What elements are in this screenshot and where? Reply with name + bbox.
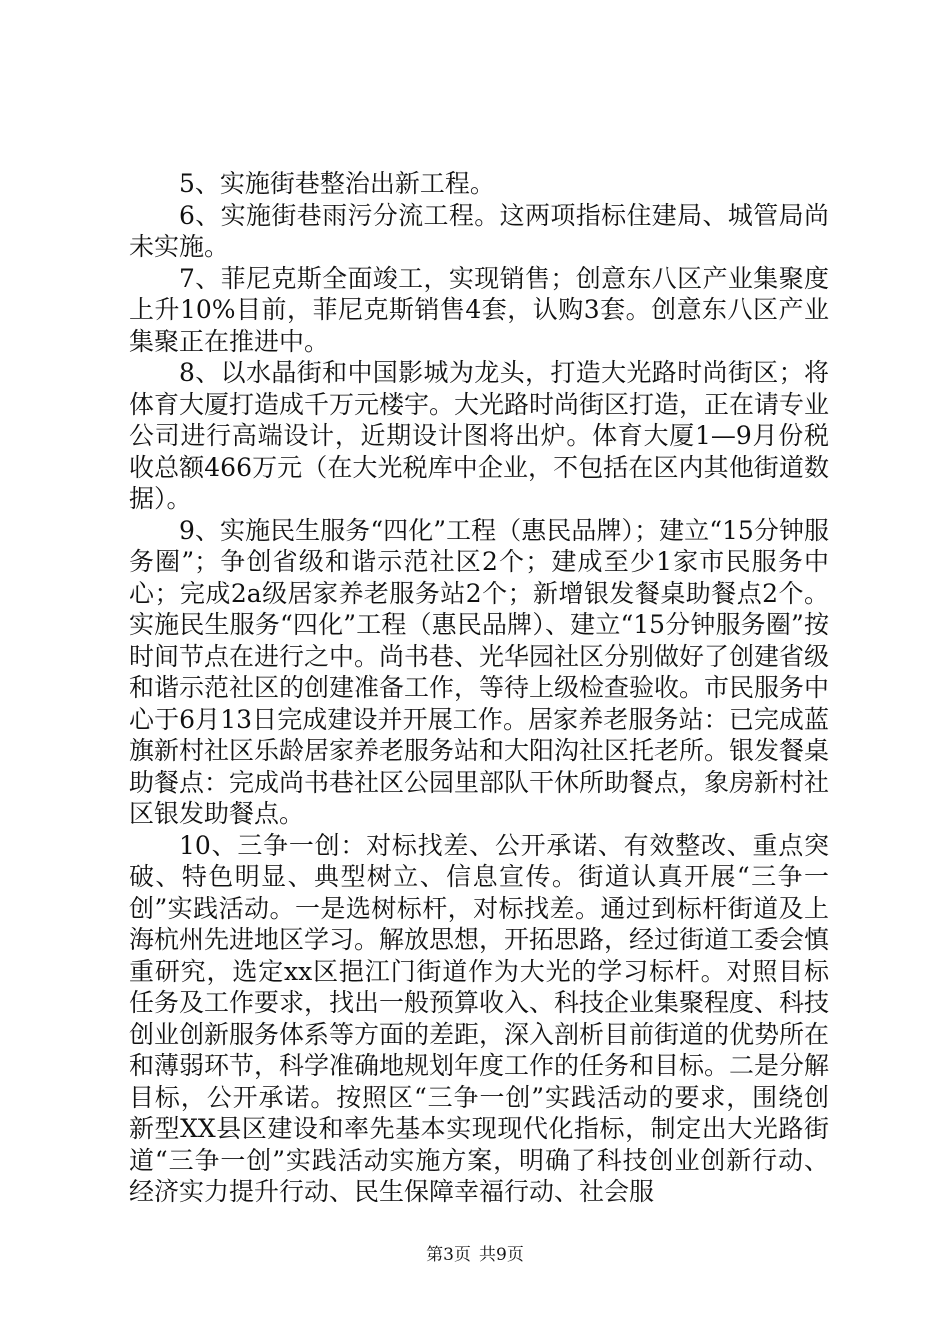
page-total: 共9页 [479, 1245, 524, 1265]
paragraph-item-6: 6、实施街巷雨污分流工程。这两项指标住建局、城管局尚未实施。 [129, 200, 829, 261]
paragraph-item-5: 5、实施街巷整治出新工程。 [179, 169, 495, 198]
page-footer [0, 1240, 950, 1265]
page-number: 第3页 [426, 1245, 471, 1265]
paragraph-item-10: 10、三争一创：对标找差、公开承诺、有效整改、重点突破、特色明显、典型树立、信息宣传。街道认真开展“三争一创”实践活动。一是选树标杆，对标找差。通过到标杆街道及上海杭州先进地区学习。解放思想，开拓思路，经过街道工委会慎重研究，选定xx区挹江门街道作为大光的学习标杆。对照目标任务及工作要求，找出一般预算收入、科技企业集聚程度、科技创业创新服务体系等方面的差距，深入剖析目前街道的优势所在和薄弱环节，科学准确地规划年度工作的任务和目标。二是分解目标，公开承诺。按照区“三争一创”实践活动的要求，围绕创新型XX县区建设和率先基本实现现代化指标，制定出大光路街道“三争一创”实践活动实施方案，明确了科技创业创新行动、经济实力提升行动、民生保障幸福行动、社会服 [129, 830, 830, 1206]
document-body [129, 168, 829, 1208]
paragraph-item-9: 9、实施民生服务“四化”工程（惠民品牌）；建立“15分钟服务圈”；争创省级和谐示范社区2个；建成至少1家市民服务中心；完成2a级居家养老服务站2个；新增银发餐桌助餐点2个。实施民生服务“四化”工程（惠民品牌）、建立“15分钟服务圈”按时间节点在进行之中。尚书巷、光华园社区分别做好了创建省级和谐示范社区的创建准备工作，等待上级检查验收。市民服务中心于6月13日完成建设并开展工作。居家养老服务站：已完成蓝旗新村社区乐龄居家养老服务站和大阳沟社区托老所。银发餐桌助餐点：完成尚书巷社区公园里部队干休所助餐点，象房新村社区银发助餐点。 [129, 515, 830, 828]
paragraph-item-7: 7、菲尼克斯全面竣工，实现销售；创意东八区产业集聚度上升10%目前，菲尼克斯销售4套，认购3套。创意东八区产业集聚正在推进中。 [129, 263, 829, 356]
paragraph-item-8: 8、以水晶街和中国影城为龙头，打造大光路时尚街区；将体育大厦打造成千万元楼宇。大光路时尚街区打造，正在请专业公司进行高端设计，近期设计图将出炉。体育大厦1—9月份税收总额466万元（在大光税库中企业，不包括在区内其他街道数据）。 [129, 358, 830, 513]
